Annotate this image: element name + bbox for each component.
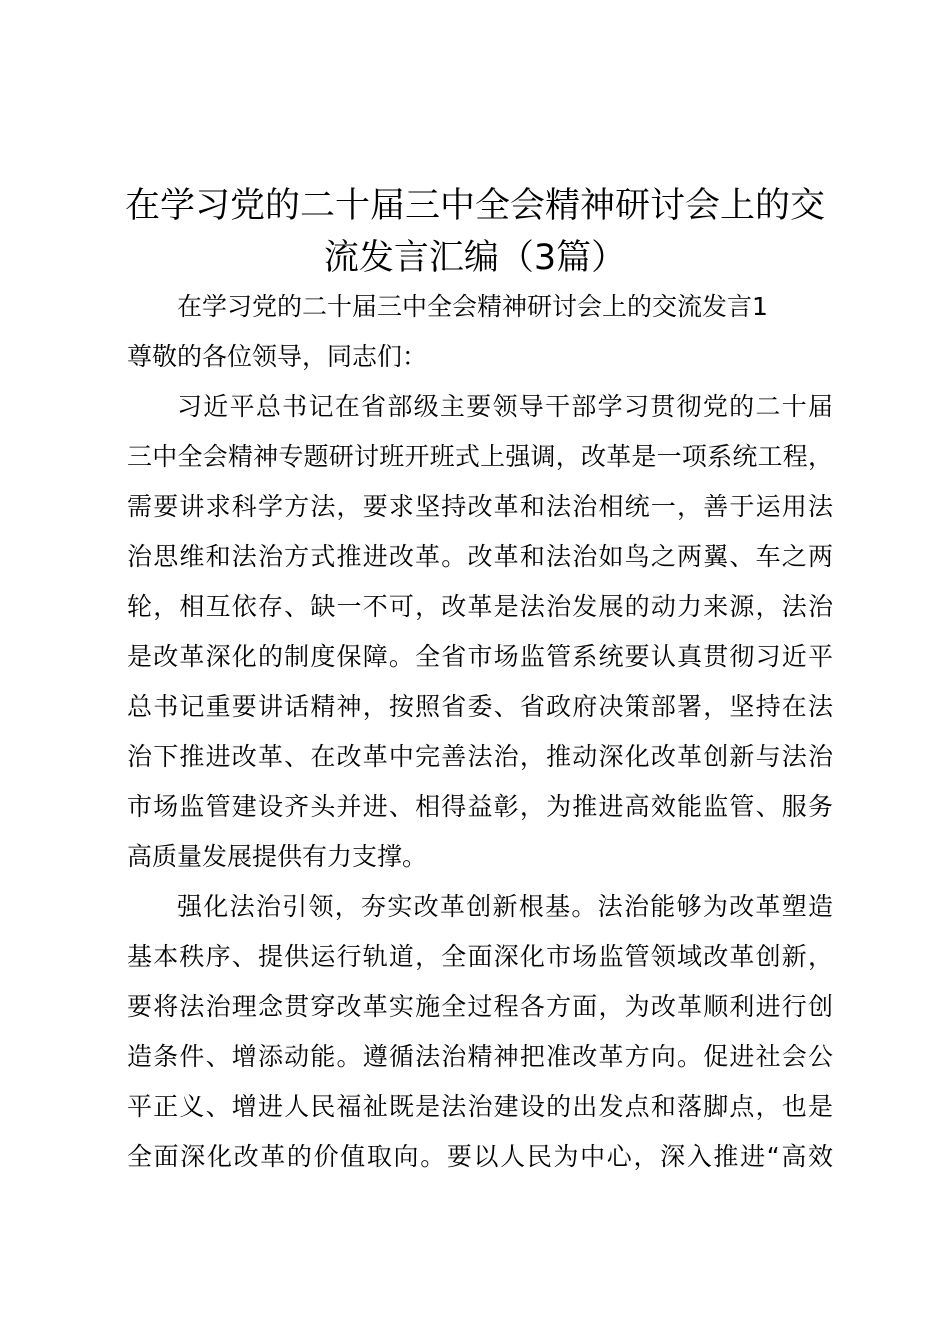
paragraph-line: 轮，相互依存、缺一不可，改革是法治发展的动力来源，法治 bbox=[127, 592, 833, 621]
subheading: 在学习党的二十届三中全会精神研讨会上的交流发言1 bbox=[177, 292, 768, 321]
paragraph-line: 市场监管建设齐头并进、相得益彰，为推进高效能监管、服务 bbox=[127, 792, 833, 821]
paragraph-line: 三中全会精神专题研讨班开班式上强调，改革是一项系统工程， bbox=[127, 442, 833, 471]
title-line-1: 在学习党的二十届三中全会精神研讨会上的交 bbox=[124, 186, 825, 226]
paragraph-line: 要将法治理念贯穿改革实施全过程各方面，为改革顺利进行创 bbox=[127, 992, 833, 1021]
paragraph-line: 高质量发展提供有力支撑。 bbox=[127, 842, 428, 871]
paragraph-2 bbox=[127, 882, 833, 1182]
paragraph-line: 造条件、增添动能。遵循法治精神把准改革方向。促进社会公 bbox=[127, 1042, 833, 1071]
paragraph-line: 习近平总书记在省部级主要领导干部学习贯彻党的二十届 bbox=[177, 392, 833, 421]
paragraph-line: 强化法治引领，夯实改革创新根基。法治能够为改革塑造 bbox=[177, 892, 833, 921]
paragraph-line: 全面深化改革的价值取向。要以人民为中心，深入推进“高效 bbox=[127, 1142, 833, 1171]
paragraph-1 bbox=[127, 382, 833, 882]
paragraph-line: 基本秩序、提供运行轨道，全面深化市场监管领域改革创新， bbox=[127, 942, 833, 971]
paragraph-line: 治下推进改革、在改革中完善法治，推动深化改革创新与法治 bbox=[127, 742, 833, 771]
title-line-2: 流发言汇编（3篇） bbox=[323, 238, 627, 278]
paragraph-line: 总书记重要讲话精神，按照省委、省政府决策部署，坚持在法 bbox=[127, 692, 833, 721]
paragraph-line: 平正义、增进人民福祉既是法治建设的出发点和落脚点，也是 bbox=[127, 1092, 833, 1121]
document-body bbox=[127, 282, 833, 1182]
paragraph-line: 治思维和法治方式推进改革。改革和法治如鸟之两翼、车之两 bbox=[127, 542, 833, 571]
document-title bbox=[110, 180, 840, 284]
paragraph-line: 需要讲求科学方法，要求坚持改革和法治相统一，善于运用法 bbox=[127, 492, 833, 521]
paragraph-line: 是改革深化的制度保障。全省市场监管系统要认真贯彻习近平 bbox=[127, 642, 833, 671]
salutation: 尊敬的各位领导，同志们： bbox=[127, 342, 428, 371]
